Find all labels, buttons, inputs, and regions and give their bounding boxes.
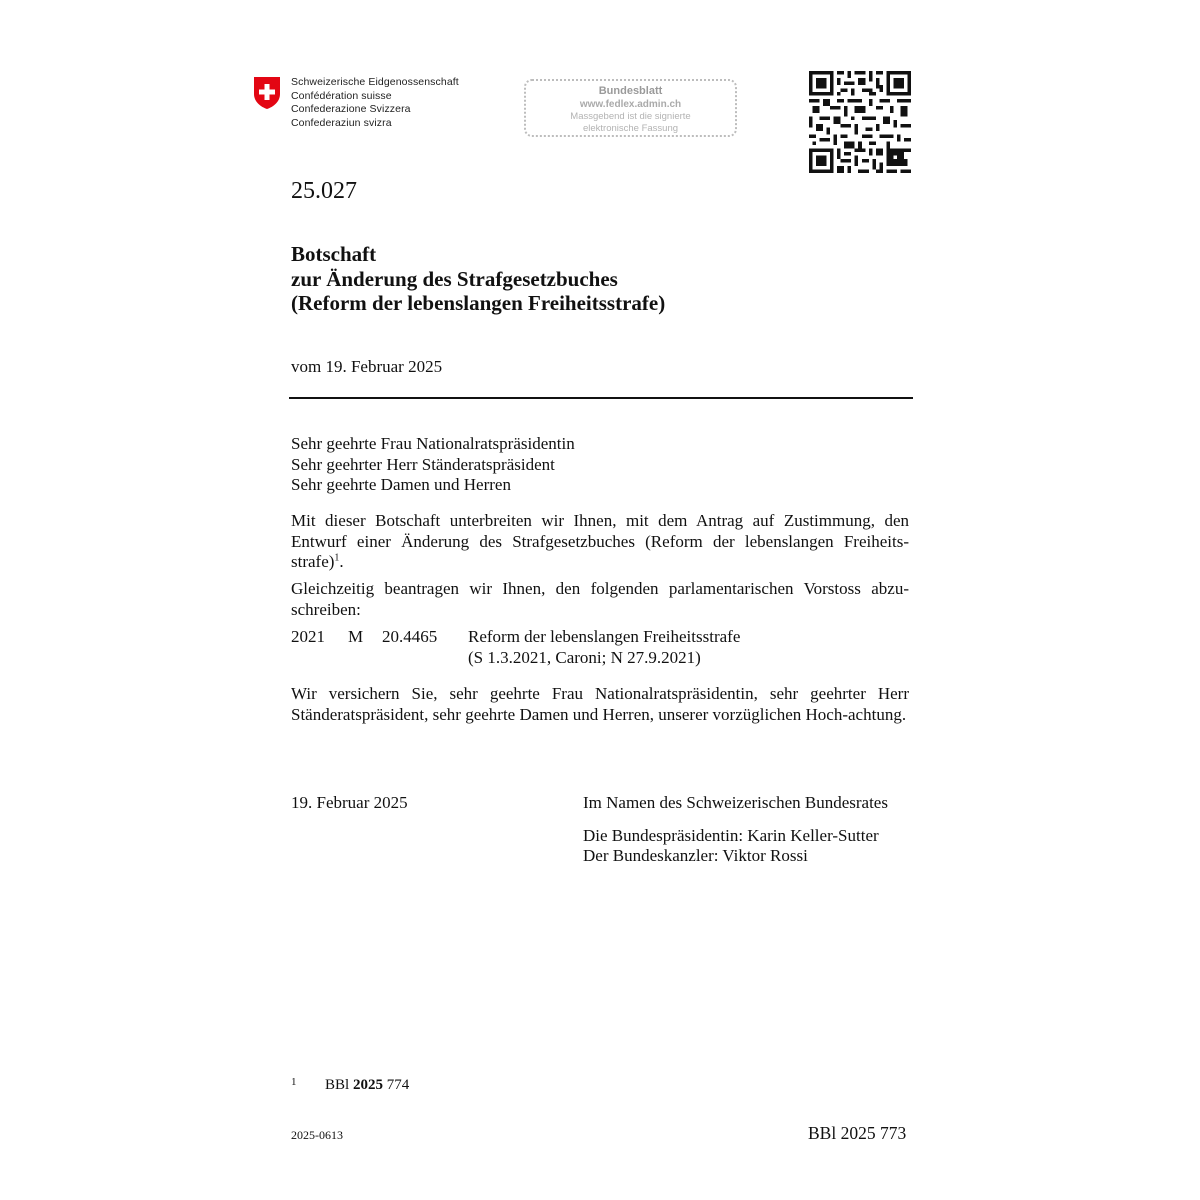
title-line-2: zur Änderung des Strafgesetzbuches — [291, 266, 618, 291]
stamp-title: Bundesblatt — [598, 85, 663, 97]
salutation-line-2: Sehr geehrter Herr Ständeratspräsident — [291, 454, 555, 474]
confederation-name-it: Confederazione Svizzera — [291, 103, 411, 115]
title-line-3: (Reform der lebenslangen Freiheitsstrafe) — [291, 291, 666, 315]
paragraph-submission-text: Mit dieser Botschaft unterbreiten wir Ihnen, mit dem Antrag auf Zustimmung, den Entwurf einer Änderung des Strafgesetzbuches (Reform der lebenslangen Freiheits-strafe) — [291, 511, 909, 571]
signature-on-behalf: Im Namen des Schweizerischen Bundesrates — [583, 793, 888, 812]
confederation-name-de: Schweizerische Eidgenossenschaft — [291, 76, 459, 88]
motion-detail: (S 1.3.2021, Caroni; N 27.9.2021) — [468, 648, 701, 667]
paragraph-submission — [291, 511, 909, 573]
document-date: vom 19. Februar 2025 — [291, 357, 443, 376]
footnote-year: 2025 — [352, 1077, 383, 1093]
signature-president: Die Bundespräsidentin: Karin Keller-Sutter — [583, 825, 879, 845]
salutation-line-1: Sehr geehrte Frau Nationalratspräsidentin — [291, 434, 575, 453]
paragraph-motion-request: Gleichzeitig beantragen wir Ihnen, den folgenden parlamentarischen Vorstoss abzu-schreiben: — [291, 579, 909, 619]
confederation-names — [291, 76, 459, 130]
motion-year: 2021 — [291, 627, 325, 646]
stamp-note-line1: Massgebend ist die signierte — [570, 111, 691, 122]
title-line-1: Botschaft — [291, 242, 377, 266]
document-number: 25.027 — [291, 178, 357, 204]
confederation-name-fr: Confédération suisse — [291, 89, 392, 102]
paragraph-submission-end: . — [339, 552, 344, 571]
motion-title: Reform der lebenslangen Freiheitsstrafe — [468, 627, 741, 646]
confederation-name-rm: Confederaziun svizra — [291, 116, 392, 129]
signature-date: 19. Februar 2025 — [291, 793, 408, 812]
footnote-text — [325, 1077, 409, 1094]
footnote-mark: 1 — [291, 1076, 297, 1088]
paragraph-closing: Wir versichern Sie, sehr geehrte Frau Nationalratspräsidentin, sehr geehrter Herr Ständeratspräsident, sehr geehrte Damen und Herren, unserer vorzüglichen Hoch-achtung. — [291, 684, 909, 724]
signature-block — [583, 793, 888, 867]
footer-page-reference: BBl 2025 773 — [808, 1123, 907, 1143]
bundesblatt-stamp — [524, 79, 737, 137]
footer-document-id: 2025-0613 — [291, 1128, 343, 1142]
footnote-reference[interactable]: 1 — [334, 552, 340, 564]
stamp-note-line2: elektronische Fassung — [582, 122, 679, 134]
footnote-page: 774 — [382, 1077, 410, 1093]
motion-type: M — [348, 627, 364, 646]
qr-code-icon — [809, 71, 911, 173]
stamp-url: www.fedlex.admin.ch — [579, 99, 682, 110]
salutation — [291, 434, 909, 496]
swiss-shield-icon — [253, 76, 281, 110]
document-title — [291, 242, 665, 316]
signature-chancellor: Der Bundeskanzler: Viktor Rossi — [583, 846, 808, 865]
footnote-prefix: BBl — [325, 1077, 353, 1093]
salutation-line-3: Sehr geehrte Damen und Herren — [291, 475, 511, 494]
divider — [289, 397, 913, 399]
motion-number: 20.4465 — [382, 627, 438, 646]
confederation-logo — [253, 76, 459, 130]
